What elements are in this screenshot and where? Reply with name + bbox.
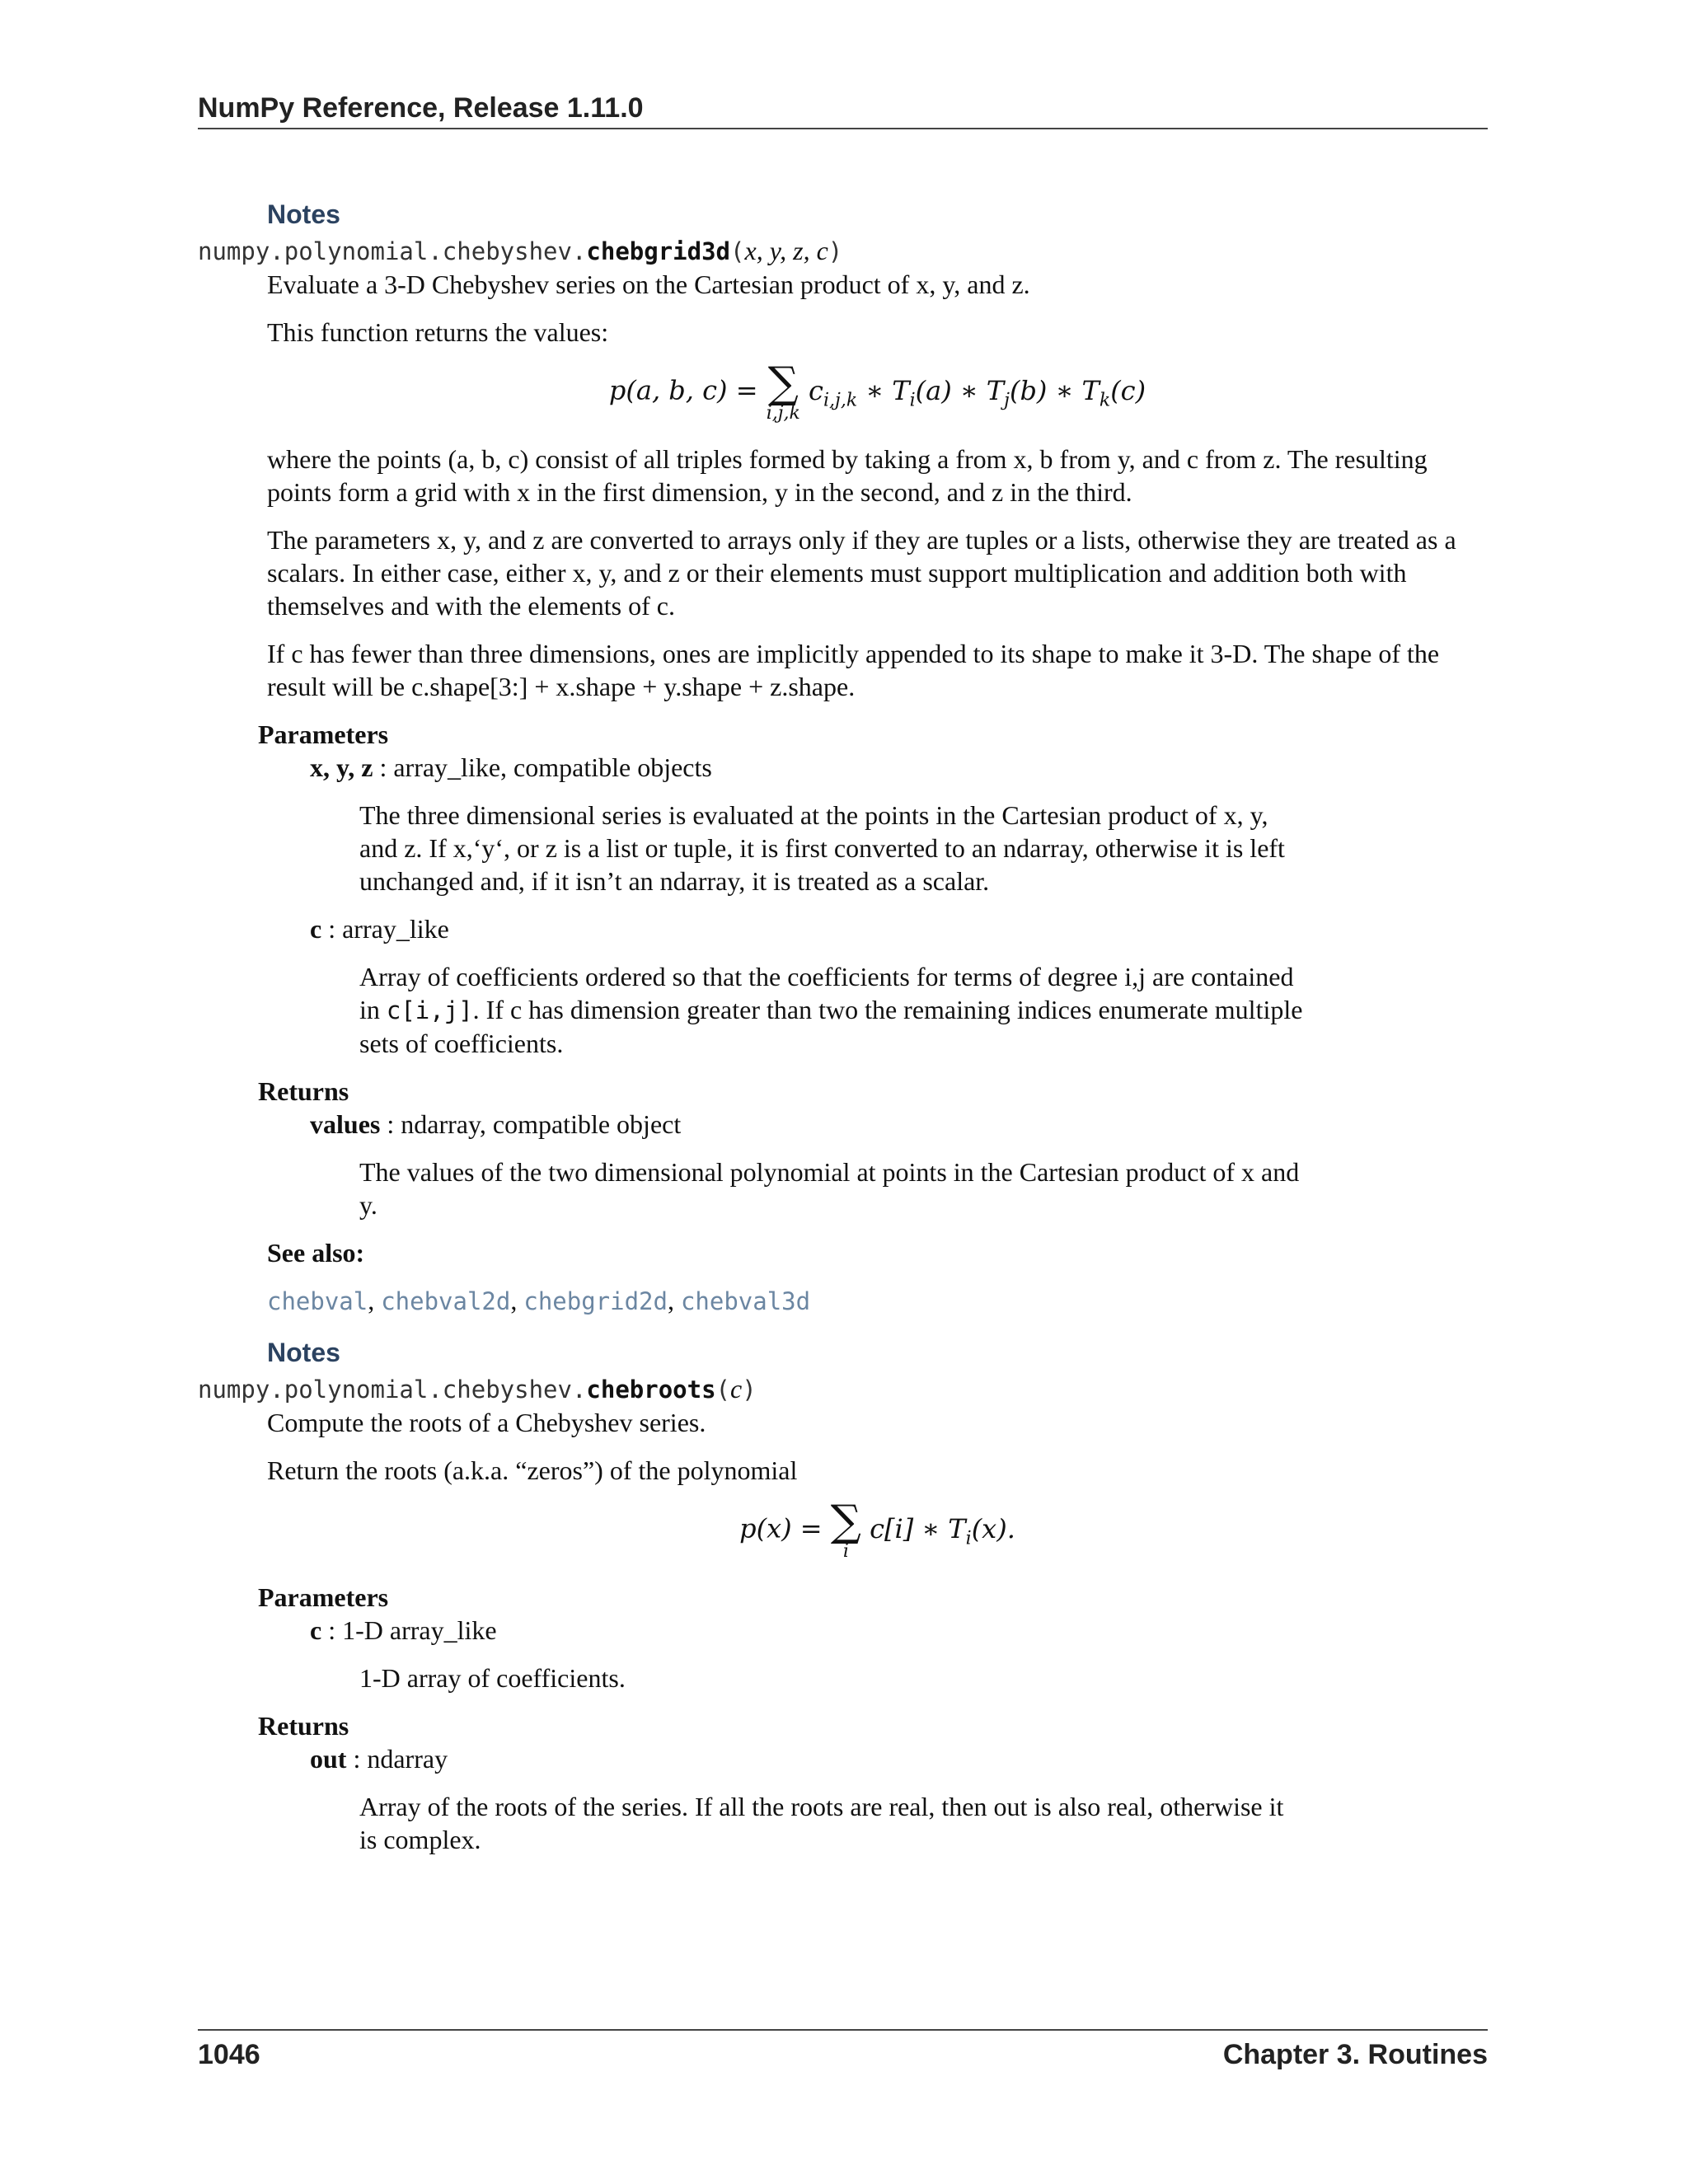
return-type: : ndarray, compatible object <box>380 1109 682 1139</box>
sum-index: i <box>842 1541 849 1562</box>
return-name: out <box>310 1744 347 1774</box>
param-xyz <box>310 751 1488 784</box>
returns-label: Returns <box>258 1711 349 1741</box>
formula-lhs: p(a, b, c) = <box>608 374 758 406</box>
page-footer <box>198 2029 1488 2071</box>
chapter-label: Chapter 3. Routines <box>1222 2039 1488 2070</box>
param-c <box>310 912 1488 945</box>
param-name: c <box>310 1615 322 1645</box>
formula-chebgrid3d <box>267 359 1488 424</box>
return-out <box>310 1742 1488 1775</box>
param-type: : array_like <box>321 914 449 944</box>
paragraph-2: The parameters x, y, and z are converted to arrays only if they are tuples or a lists, otherwise they are treated as a scalars. In either case, either x, y, and z or their elements must support multiplication and addition both with themselves and with the elements of c. <box>267 525 1456 621</box>
param-type: : array_like, compatible objects <box>373 752 712 782</box>
see-also <box>267 1236 1488 1318</box>
param-xyz-desc: The three dimensional series is evaluated at the points in the Cartesian product of x, y, and z. If x,‘y‘, or z is a list or tuple, it is first converted to an ndarray, otherwise it is left unchanged and, if it isn’t an ndarray, it is treated as a scalar. <box>359 800 1285 896</box>
link-chebgrid2d[interactable]: chebgrid2d <box>523 1287 668 1315</box>
formula-chebroots <box>267 1497 1488 1563</box>
summary: Evaluate a 3-D Chebyshev series on the Cartesian product of x, y, and z. <box>267 269 1030 299</box>
param-name: x, y, z <box>310 752 373 782</box>
formula-rhs-display: c[i] ∗ $T_i(x)$. <box>870 1512 1015 1549</box>
see-also-links: chebval, chebval2d, chebgrid2d, chebval3d <box>267 1286 811 1315</box>
formula-lhs: p(x) = <box>739 1512 823 1544</box>
parameters-label: Parameters <box>258 1582 389 1612</box>
parameters-label: Parameters <box>258 719 389 749</box>
signature-prefix: numpy.polynomial.chebyshev. <box>198 237 587 265</box>
formula-rhs-display: $c_{i,j,k}$ ∗ $T_i(a)$ ∗ $T_j(b)$ ∗ $T_k(c)$ <box>809 374 1146 410</box>
function-name: chebroots <box>586 1376 716 1404</box>
param-type: : 1-D array_like <box>321 1615 497 1645</box>
param-c-desc: 1-D array of coefficients. <box>359 1663 626 1693</box>
link-chebval3d[interactable]: chebval3d <box>680 1287 811 1315</box>
paragraph-3: If c has fewer than three dimensions, ones are implicitly appended to its shape to make it 3-D. The shape of the result will be c.shape[3:] + x.shape + y.shape + z.shape. <box>267 639 1440 701</box>
return-values-desc: The values of the two dimensional polynomial at points in the Cartesian product of x and y. <box>359 1157 1300 1220</box>
param-c-desc: Array of coefficients ordered so that the coefficients for terms of degree i,j are contained in c[i,j]. If c has dimension greater than two the remaining indices enumerate multiple sets of coefficients. <box>359 962 1303 1058</box>
return-values <box>310 1108 1488 1141</box>
return-type: : ndarray <box>346 1744 448 1774</box>
sum-symbol: ∑ i,j,k <box>766 359 800 424</box>
returns-intro: This function returns the values: <box>267 317 609 347</box>
inline-code: c[i,j] <box>386 996 473 1024</box>
notes-heading-2: Notes <box>267 1338 340 1367</box>
return-out-desc: Array of the roots of the series. If all the roots are real, then out is also real, otherwise it is complex. <box>359 1792 1284 1854</box>
page-number: 1046 <box>198 2039 260 2070</box>
header-title: NumPy Reference, Release 1.11.0 <box>198 92 644 124</box>
sum-symbol: ∑ i <box>830 1497 861 1562</box>
function-name: chebgrid3d <box>586 237 731 265</box>
intro: Return the roots (a.k.a. “zeros”) of the polynomial <box>267 1455 798 1485</box>
see-also-label: See also: <box>267 1238 365 1268</box>
sum-index: i,j,k <box>766 403 800 424</box>
param-name: c <box>310 914 322 944</box>
signature-prefix: numpy.polynomial.chebyshev. <box>198 1376 587 1404</box>
page-content <box>198 198 1488 1856</box>
function-args: c <box>730 1374 743 1404</box>
summary: Compute the roots of a Chebyshev series. <box>267 1408 706 1437</box>
notes-heading: Notes <box>267 199 340 229</box>
function-signature-chebroots: numpy.polynomial.chebyshev.chebroots(c) <box>198 1374 757 1404</box>
return-name: values <box>310 1109 381 1139</box>
link-chebval2d[interactable]: chebval2d <box>381 1287 511 1315</box>
function-args: x, y, z, c <box>744 236 828 265</box>
param-c <box>310 1614 1488 1647</box>
page-header <box>198 92 1488 129</box>
returns-label: Returns <box>258 1076 349 1106</box>
function-signature-chebgrid3d: numpy.polynomial.chebyshev.chebgrid3d(x, y, z, c) <box>198 236 843 265</box>
function-body-chebgrid3d <box>267 268 1488 703</box>
link-chebval[interactable]: chebval <box>267 1287 368 1315</box>
paragraph-1: where the points (a, b, c) consist of all triples formed by taking a from x, b from y, and c from z. The resulting points form a grid with x in the first dimension, y in the second, and z in the third. <box>267 444 1428 507</box>
function-body-chebroots <box>267 1406 1488 1563</box>
